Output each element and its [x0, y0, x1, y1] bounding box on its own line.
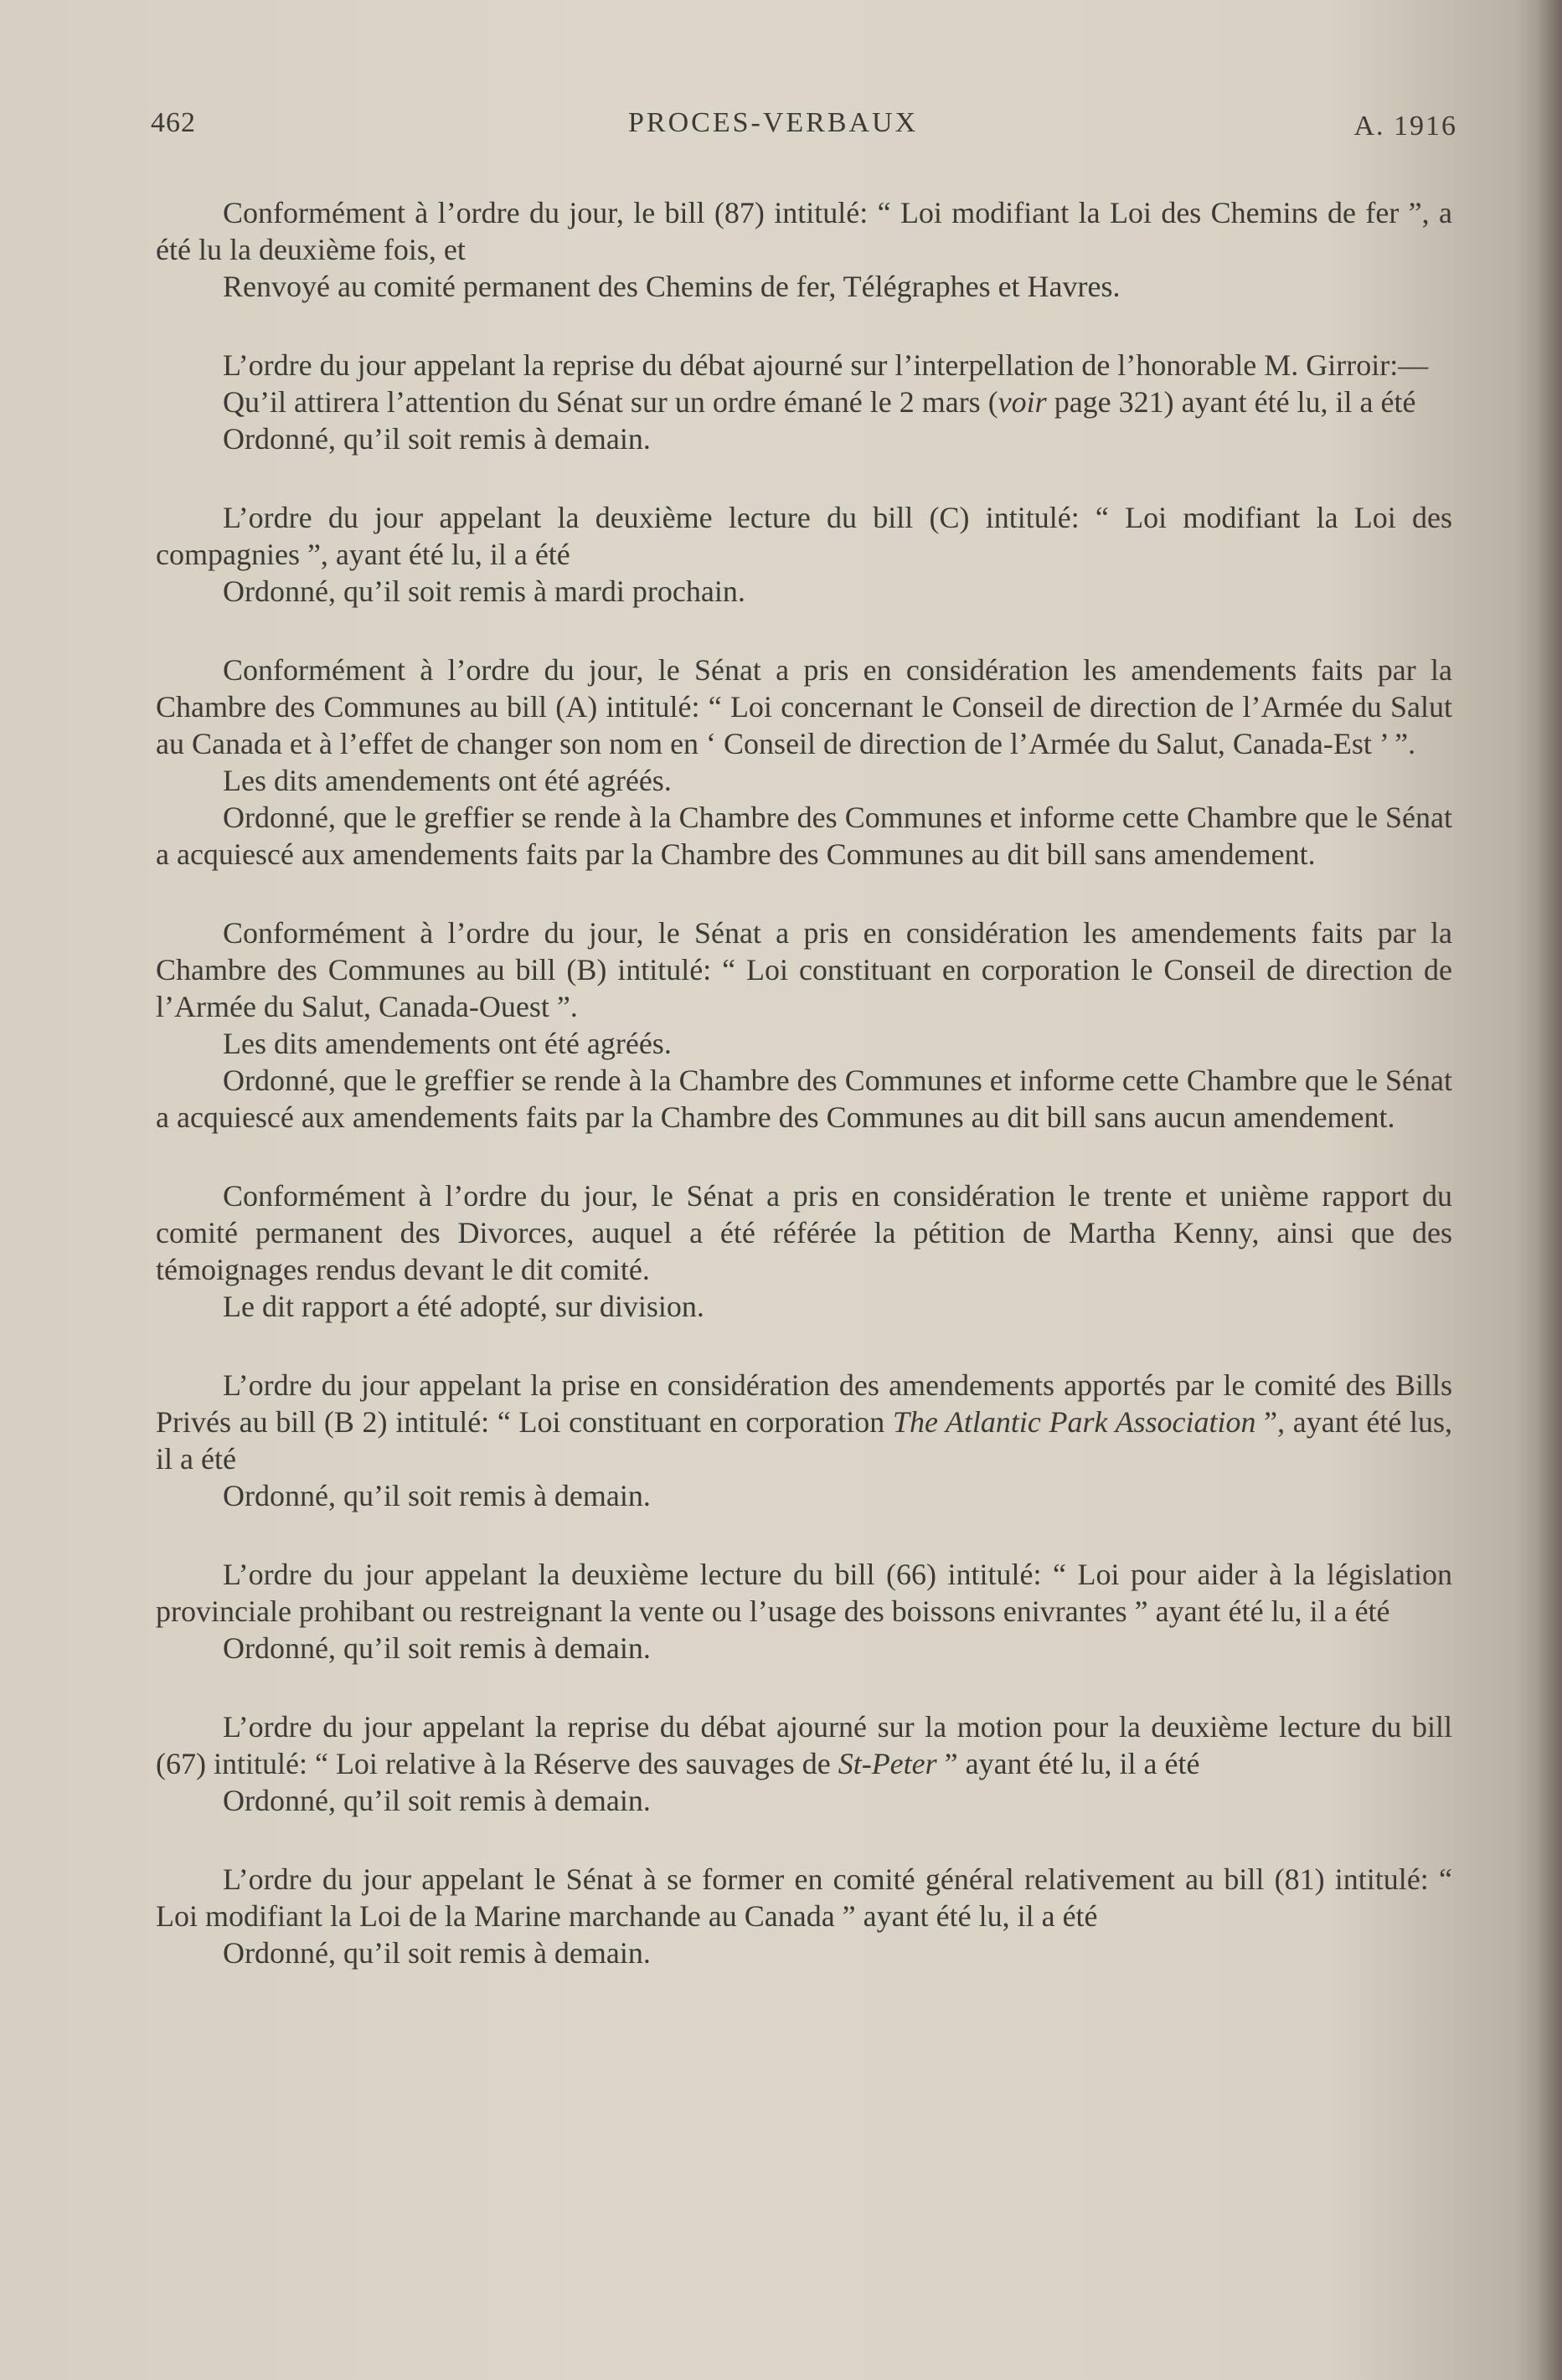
entry-quote: Qu’il attirera l’attention du Sénat sur un ordre émané le 2 mars (voir page 321) ayant été lu, il a été: [223, 385, 1416, 419]
entry-text: Conformément à l’ordre du jour, le Sénat a pris en considération le trente et unième rapport du comité permanent des Divorces, auquel a été référée la pétition de Martha Kenny, ainsi que des témoignages rendus devant le dit comité.: [156, 1179, 1452, 1286]
entry-text: L’ordre du jour appelant la deuxième lecture du bill (66) intitulé: “ Loi pour aider à la législation provinciale prohibant ou restreignant la vente ou l’usage des boissons enivrantes ” ayant été lu, il a été: [156, 1558, 1452, 1628]
entry-order: Ordonné, qu’il soit remis à demain.: [223, 1784, 651, 1817]
entry-text: Conformément à l’ordre du jour, le Sénat a pris en considération les amendements faits par la Chambre des Communes au bill (B) intitulé: “ Loi constituant en corporation le Conseil de direction de l’Armée du Salut, Canada-Ouest ”.: [156, 916, 1452, 1023]
page-number: 462: [151, 107, 196, 138]
minutes-body: [156, 194, 1452, 2013]
entry-order: Ordonné, qu’il soit remis à mardi prochain.: [223, 574, 745, 608]
entry-order: Renvoyé au comité permanent des Chemins de fer, Télégraphes et Havres.: [223, 270, 1121, 303]
entry-order: Le dit rapport a été adopté, sur division.: [223, 1290, 704, 1323]
entry-text: L’ordre du jour appelant la reprise du débat ajourné sur la motion pour la deuxième lecture du bill (67) intitulé: “ Loi relative à la Réserve des sauvages de St-Peter ” ayant été lu, il a été: [156, 1710, 1452, 1780]
entry-divorce-report: [156, 1177, 1452, 1325]
entry-text: L’ordre du jour appelant la reprise du débat ajourné sur l’interpellation de l’honorable M. Girroir:—: [223, 348, 1429, 382]
entry-text: Conformément à l’ordre du jour, le bill (87) intitulé: “ Loi modifiant la Loi des Chemins de fer ”, a été lu la deuxième fois, et: [156, 196, 1452, 266]
entry-bill-c: [156, 499, 1452, 610]
entry-bill-b: [156, 914, 1452, 1136]
entry-bill-66: [156, 1556, 1452, 1667]
entry-bill-87: [156, 194, 1452, 305]
page-header: [151, 107, 1457, 149]
entry-text: Conformément à l’ordre du jour, le Sénat a pris en considération les amendements faits par la Chambre des Communes au bill (A) intitulé: “ Loi concernant le Conseil de direction de l’Armée du Salut au Canada et à l’effet de changer son nom en ‘ Conseil de direction de l’Armée du Salut, Canada-Est ’ ”.: [156, 653, 1452, 760]
entry-text: L’ordre du jour appelant la prise en considération des amendements apportés par le comité des Bills Privés au bill (B 2) intitulé: “ Loi constituant en corporation The Atlantic Park Association ”, ayant été lus, il a été: [156, 1368, 1453, 1476]
entry-order: Ordonné, qu’il soit remis à demain.: [223, 1936, 651, 1970]
book-spine-shadow: [1537, 0, 1562, 2380]
entry-order: Ordonné, qu’il soit remis à demain.: [223, 1479, 651, 1512]
entry-order: Ordonné, qu’il soit remis à demain.: [223, 1631, 651, 1665]
entry-bill-b2: [156, 1367, 1452, 1514]
entry-text: L’ordre du jour appelant le Sénat à se former en comité général relativement au bill (81) intitulé: “ Loi modifiant la Loi de la Marine marchande au Canada ” ayant été lu, il a été: [156, 1862, 1452, 1933]
entry-bill-81: [156, 1861, 1452, 1971]
entry-order: Ordonné, que le greffier se rende à la Chambre des Communes et informe cette Chambre que le Sénat a acquiescé aux amendements faits par la Chambre des Communes au dit bill sans amendement.: [156, 801, 1452, 871]
entry-bill-a: [156, 652, 1452, 873]
entry-bill-67: [156, 1708, 1452, 1819]
entry-interpellation-girroir: [156, 347, 1452, 457]
entry-agreed: Les dits amendements ont été agréés.: [223, 1027, 672, 1060]
entry-text: L’ordre du jour appelant la deuxième lecture du bill (C) intitulé: “ Loi modifiant la Loi des compagnies ”, ayant été lu, il a été: [156, 501, 1452, 571]
entry-order: Ordonné, que le greffier se rende à la Chambre des Communes et informe cette Chambre que le Sénat a acquiescé aux amendements faits par la Chambre des Communes au dit bill sans aucun amendement.: [156, 1064, 1452, 1134]
running-title: PROCES-VERBAUX: [628, 107, 919, 138]
entry-agreed: Les dits amendements ont été agréés.: [223, 764, 672, 797]
session-year: A. 1916: [1353, 111, 1457, 142]
entry-order: Ordonné, qu’il soit remis à demain.: [223, 422, 651, 456]
